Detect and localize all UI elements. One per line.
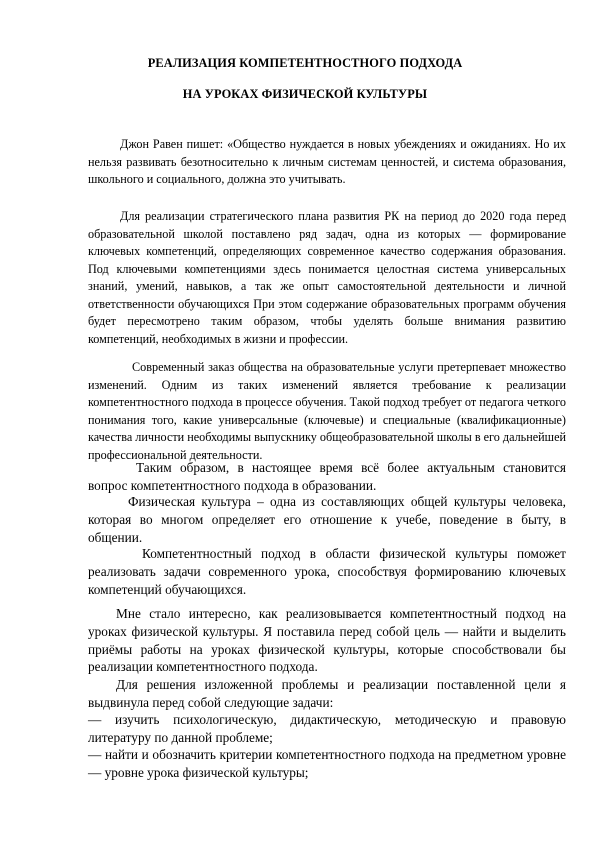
title-line-2: НА УРОКАХ ФИЗИЧЕСКОЙ КУЛЬТУРЫ — [182, 87, 428, 101]
task-item-2: — найти и обозначить критерии компетентностного подхода на предметном уровне — уровне урока физической культуры; — [88, 747, 566, 780]
paragraph-raven-quote: Джон Равен пишет: «Общество нуждается в новых убеждениях и ожиданиях. Но их нельзя развивать безотносительно к личным системам ценностей, и система образования, школьного и социального, должна это учитывать. — [88, 137, 566, 186]
paragraph-physical-culture: Физическая культура – одна из составляющих общей культуры человека, которая во многом определяет его отношение к учебе, поведение в быту, в общении. — [88, 494, 566, 545]
paragraph-tasks-intro: Для решения изложенной проблемы и реализации поставленной цели я выдвинула перед собой следующие задачи: — [88, 677, 566, 710]
paragraph-strategic-plan: Для реализации стратегического плана развития РК на период до 2020 года перед образовательной школой поставлено ряд задач, одна из которых — формирование ключевых компетенций, определяющих современное качество содержания образования. Под ключевыми компетенциями здесь понимается целостная система универсальных знаний, умений, навыков, а так же опыт самостоятельной деятельности и личной ответственности обучающихся При этом содержание образовательных программ обучения будет пересмотрено таким образом, чтобы уделять больше внимания развитию компетенций, необходимых в жизни и профессии. — [88, 209, 566, 346]
paragraph-social-order: Современный заказ общества на образовательные услуги претерпевает множество изменений. Одним из таких изменений является требование к реализации компетентностного подхода в процессе обучения. Такой подход требует от педагога четкого понимания того, какие универсальные (ключевые) и специальные (квалификационные) качества личности необходимы выпускнику общеобразовательной школы в его дальнейшей профессиональной деятельности. — [88, 360, 566, 462]
paragraph-competence-approach: Компетентностный подход в области физической культуры поможет реализовать задачи современного урока, способствуя формированию ключевых компетенций обучающихся. — [88, 546, 566, 597]
paragraph-goal: Мне стало интересно, как реализовывается компетентностный подход на уроках физической культуры. Я поставила перед собой цель — найти и выделить приёмы работы на уроках физической культуры, которые способствовали бы реализации компетентностного подхода. — [88, 606, 566, 675]
task-item-1: — изучить психологическую, дидактическую, методическую и правовую литературу по данной проблеме; — [88, 712, 566, 745]
title-line-1: РЕАЛИЗАЦИЯ КОМПЕТЕНТНОСТНОГО ПОДХОДА — [147, 56, 463, 70]
paragraph-thus: Таким образом, в настоящее время всё более актуальным становится вопрос компетентностного подхода в образовании. — [88, 460, 566, 493]
